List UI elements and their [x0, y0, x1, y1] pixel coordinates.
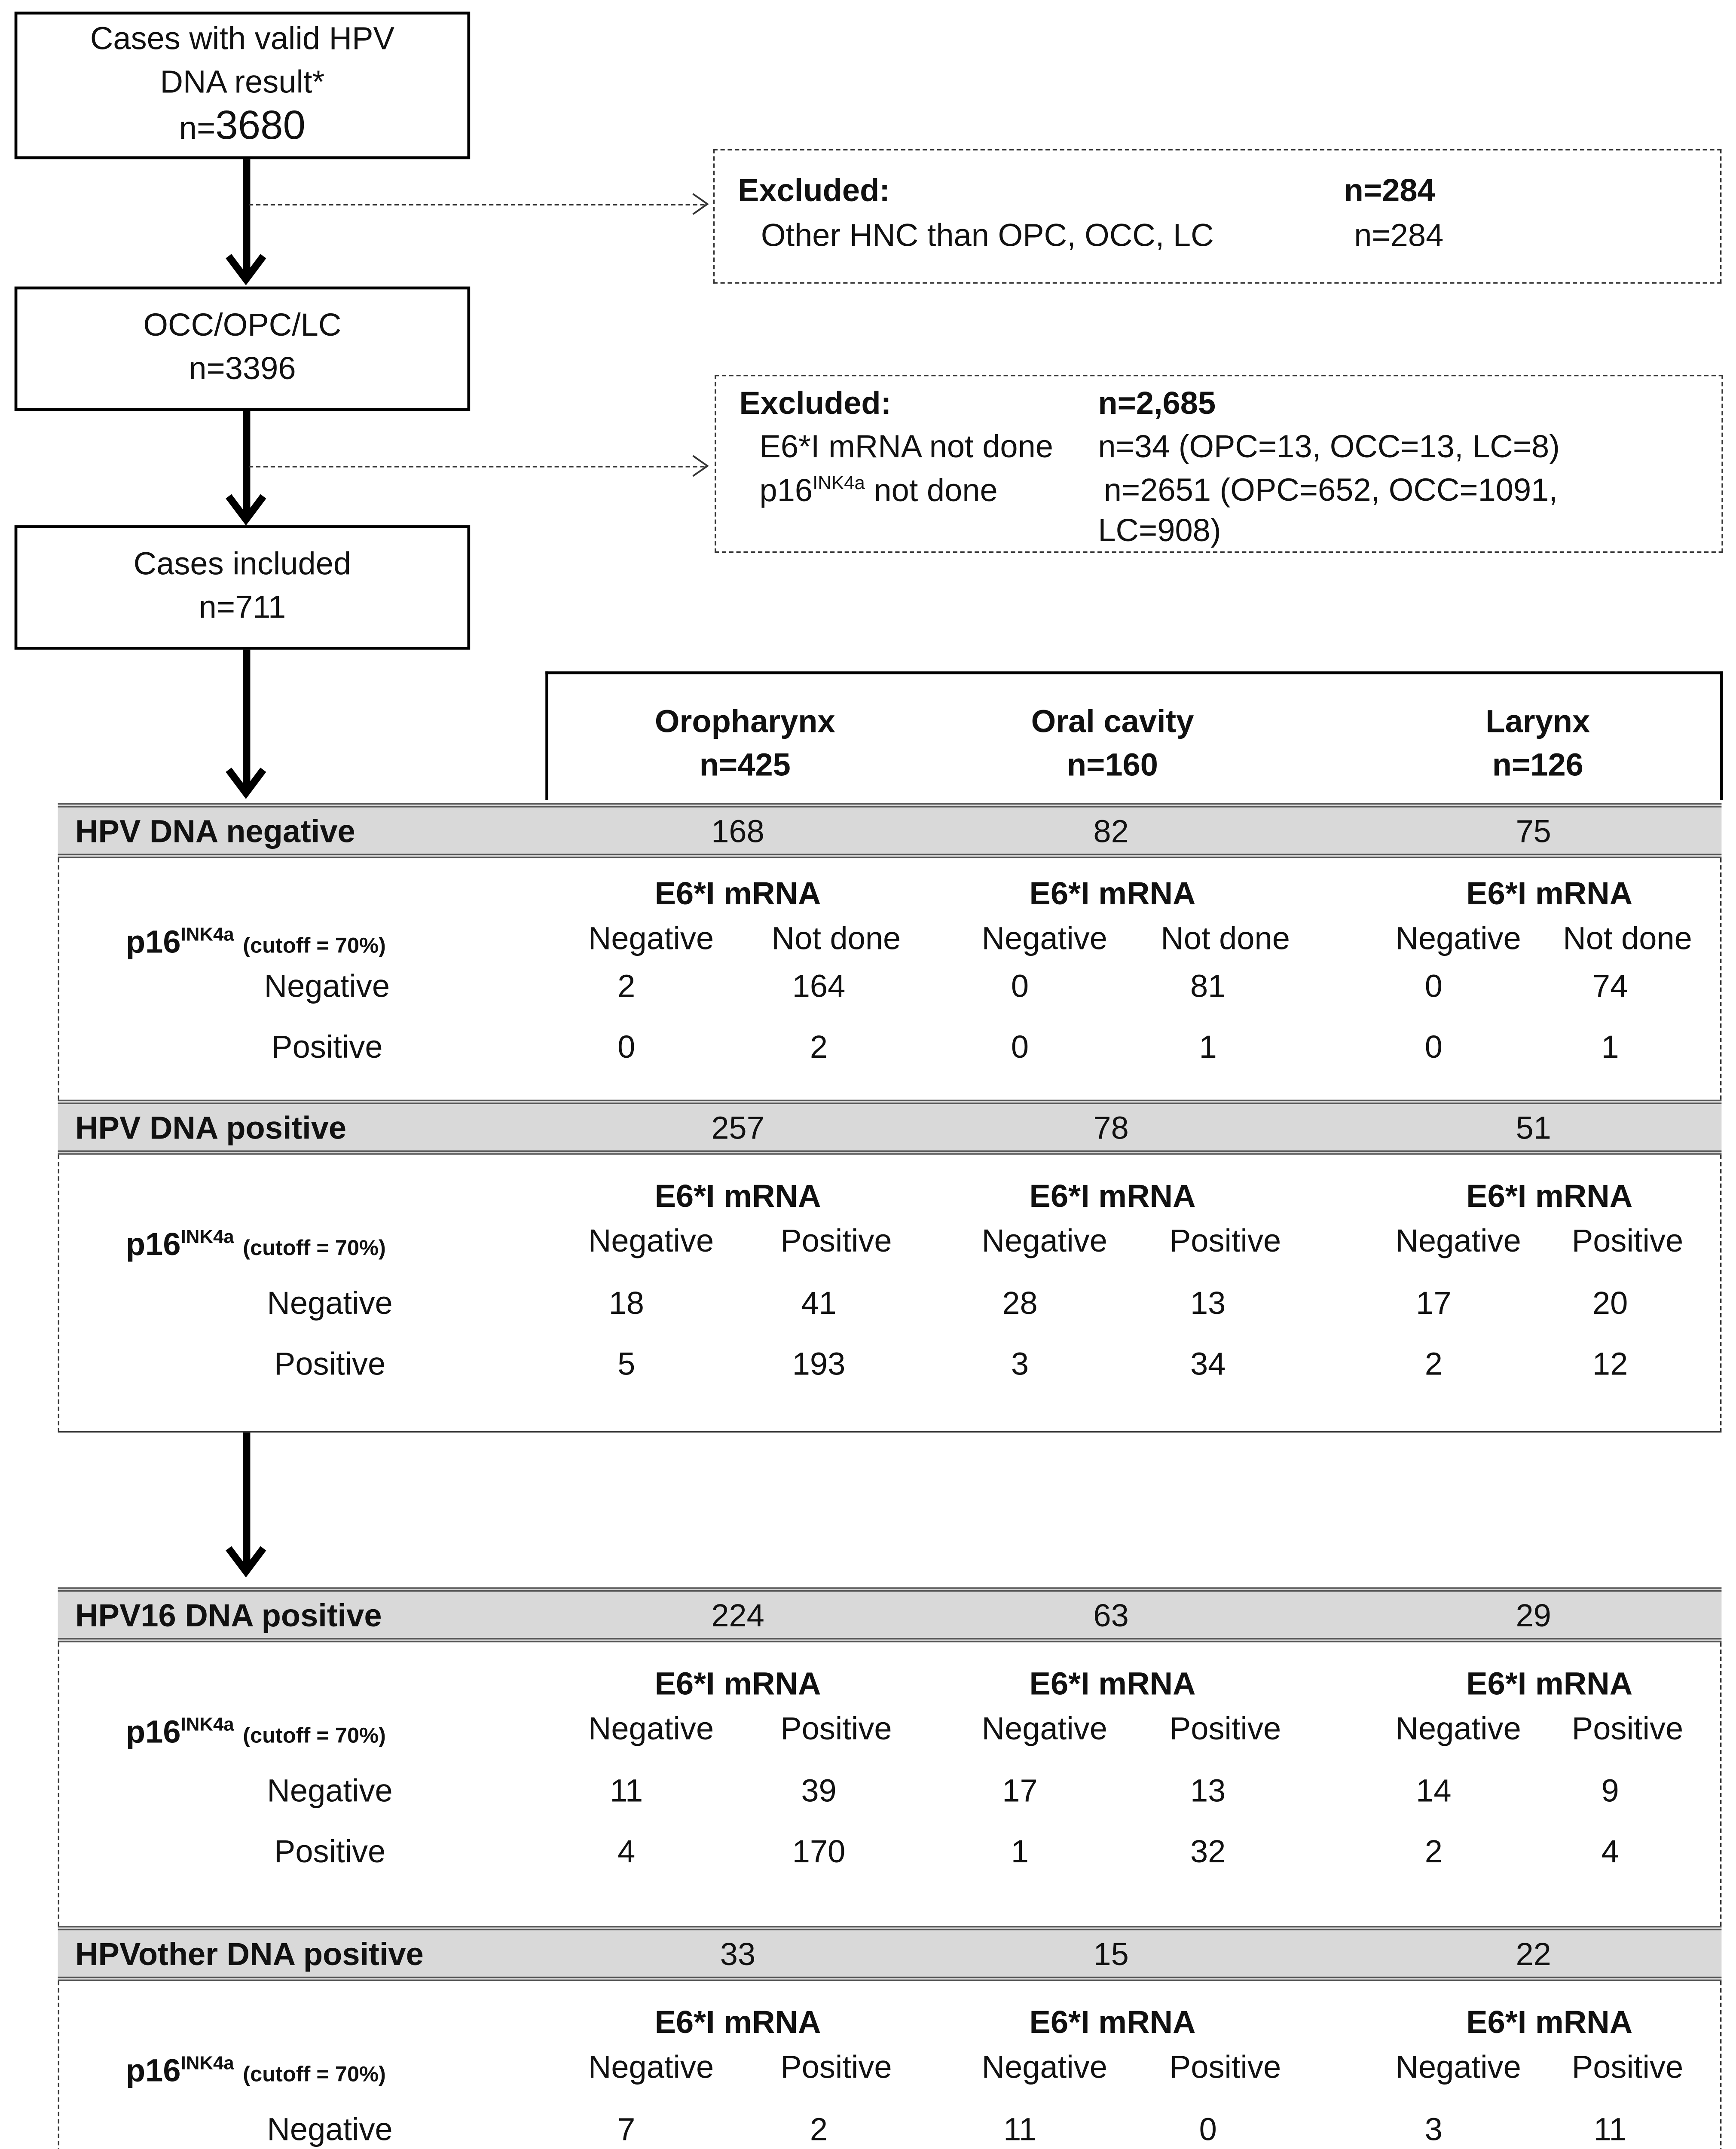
- arrow-2-head-icon: [226, 493, 269, 525]
- mrna-subheader: Not done: [1563, 920, 1692, 957]
- mrna-subheader: Negative: [1395, 1222, 1521, 1259]
- table-cell: 4: [617, 1833, 636, 1870]
- box2-line2: n=3396: [189, 350, 296, 386]
- excluded-box-1: [713, 149, 1722, 284]
- p16-cutoff: (cutoff = 70%): [243, 2062, 386, 2087]
- excluded2-row1-label: E6*I mRNA not done: [759, 428, 1054, 465]
- table-cell: 0: [1199, 2111, 1217, 2148]
- p16-text: p16: [125, 924, 181, 960]
- col-n: n=126: [1492, 747, 1583, 783]
- p16-sup: INK4a: [180, 923, 234, 945]
- mrna-subheader: Negative: [981, 920, 1107, 957]
- table-cell: 7: [617, 2111, 636, 2148]
- mrna-header: E6*I mRNA: [1466, 1665, 1633, 1702]
- mrna-subheader: Negative: [981, 1222, 1107, 1259]
- excluded2-total: n=2,685: [1098, 385, 1216, 421]
- section-body: [58, 1642, 1722, 1926]
- box1-n-prefix: n=: [179, 110, 216, 147]
- p16-row-label: Positive: [274, 1346, 386, 1382]
- excluded2-row1-value: n=34 (OPC=13, OCC=13, LC=8): [1098, 428, 1560, 465]
- table-cell: 81: [1190, 968, 1226, 1004]
- p16-label: [126, 1226, 386, 1264]
- table-cell: 32: [1190, 1833, 1226, 1870]
- section-total: 78: [1093, 1110, 1129, 1146]
- table-cell: 1: [1011, 1833, 1029, 1870]
- table-cell: 3: [1424, 2111, 1443, 2148]
- col-header-larynx: [1485, 700, 1590, 787]
- col-name: Oropharynx: [654, 703, 835, 740]
- section-total: 22: [1516, 1936, 1551, 1972]
- p16-row-label: Negative: [267, 1772, 393, 1809]
- mrna-subheader: Positive: [1169, 2049, 1281, 2085]
- excluded-box-2: [715, 375, 1723, 553]
- mrna-subheader: Not done: [1161, 920, 1290, 957]
- table-cell: 3: [1011, 1346, 1029, 1382]
- table-cell: 13: [1190, 1285, 1226, 1321]
- excluded1-row-value: n=284: [1354, 217, 1444, 254]
- box3-line1: Cases included: [133, 545, 351, 582]
- p16-label: [126, 2052, 386, 2090]
- box2-line1: OCC/OPC/LC: [143, 306, 342, 343]
- table-cell: 2: [617, 968, 636, 1004]
- table-cell: 0: [617, 1029, 636, 1065]
- section-body: [58, 858, 1722, 1099]
- mrna-subheader: Positive: [780, 2049, 892, 2085]
- table-cell: 9: [1601, 1772, 1619, 1809]
- section-label: HPV16 DNA positive: [75, 1597, 382, 1634]
- section-body: [58, 1981, 1722, 2149]
- mrna-subheader: Negative: [588, 920, 714, 957]
- p16-cutoff: (cutoff = 70%): [243, 934, 386, 958]
- mrna-header: E6*I mRNA: [654, 1665, 821, 1702]
- table-cell: 17: [1002, 1772, 1038, 1809]
- p16-row-label: Positive: [271, 1029, 383, 1065]
- p16-sup: INK4a: [180, 1713, 234, 1735]
- section-total: 51: [1516, 1110, 1551, 1146]
- table-cell: 170: [792, 1833, 846, 1870]
- not-done-text: not done: [865, 472, 998, 508]
- table-cell: 0: [1011, 1029, 1029, 1065]
- excluded1-title: Excluded:: [738, 172, 890, 208]
- table-cell: 74: [1592, 968, 1628, 1004]
- mrna-header: E6*I mRNA: [654, 1178, 821, 1214]
- mrna-header: E6*I mRNA: [1029, 875, 1196, 912]
- mrna-header: E6*I mRNA: [1029, 2004, 1196, 2041]
- table-cell: 2: [810, 2111, 828, 2148]
- mrna-header: E6*I mRNA: [1466, 1178, 1633, 1214]
- p16-text: p16: [125, 2052, 181, 2089]
- mrna-subheader: Negative: [588, 1222, 714, 1259]
- mrna-subheader: Positive: [1169, 1710, 1281, 1747]
- col-header-oropharynx: [655, 700, 835, 787]
- p16-text: p16: [759, 472, 813, 508]
- section-total: 75: [1516, 813, 1551, 850]
- mrna-subheader: Negative: [1395, 920, 1521, 957]
- mrna-subheader: Positive: [1571, 1222, 1684, 1259]
- p16-sup: INK4a: [180, 2051, 234, 2074]
- table-cell: 34: [1190, 1346, 1226, 1382]
- p16-row-label: Negative: [267, 2111, 393, 2148]
- arrow-1-head-icon: [226, 253, 269, 285]
- column-header-box: [545, 671, 1723, 800]
- p16-cutoff: (cutoff = 70%): [243, 1236, 386, 1261]
- table-cell: 4: [1601, 1833, 1619, 1870]
- table-cell: 1: [1199, 1029, 1217, 1065]
- mrna-subheader: Negative: [981, 2049, 1107, 2085]
- connector-2-arrow-icon: [691, 454, 712, 478]
- excluded1-row-label: Other HNC than OPC, OCC, LC: [761, 217, 1214, 254]
- connector-dash-1: [249, 204, 705, 205]
- section-total: 63: [1093, 1597, 1129, 1634]
- excluded2-row2-value: n=2651 (OPC=652, OCC=1091,: [1103, 471, 1558, 508]
- connector-1-arrow-icon: [691, 193, 712, 216]
- box1-line1: Cases with valid HPV: [90, 20, 394, 57]
- mrna-subheader: Positive: [1169, 1222, 1281, 1259]
- mrna-subheader: Positive: [780, 1710, 892, 1747]
- section-band: [58, 1100, 1722, 1155]
- mrna-header: E6*I mRNA: [1029, 1178, 1196, 1214]
- table-cell: 13: [1190, 1772, 1226, 1809]
- p16-cutoff: (cutoff = 70%): [243, 1723, 386, 1749]
- section-band: [58, 1587, 1722, 1642]
- excluded2-row2-label: [760, 472, 998, 510]
- mrna-header: E6*I mRNA: [654, 2004, 821, 2041]
- box1-n-value: 3680: [215, 103, 306, 148]
- arrow-3-head-icon: [226, 767, 269, 799]
- table-cell: 164: [792, 968, 846, 1004]
- table-cell: 11: [1003, 2111, 1036, 2148]
- p16-label: [126, 1713, 386, 1751]
- mrna-header: E6*I mRNA: [1029, 1665, 1196, 1702]
- mrna-subheader: Negative: [1395, 1710, 1521, 1747]
- mrna-subheader: Negative: [981, 1710, 1107, 1747]
- excluded1-total: n=284: [1344, 172, 1435, 208]
- section-label: HPV DNA positive: [75, 1110, 347, 1146]
- box-occ-opc-lc: [15, 287, 471, 411]
- table-cell: 0: [1424, 968, 1443, 1004]
- p16-sup: INK4a: [180, 1225, 234, 1248]
- p16-text: p16: [125, 1226, 181, 1262]
- col-name: Larynx: [1485, 703, 1590, 740]
- table-cell: 14: [1416, 1772, 1452, 1809]
- section-body: [58, 1155, 1722, 1433]
- col-name: Oral cavity: [1031, 703, 1194, 740]
- section-total: 82: [1093, 813, 1129, 850]
- table-cell: 28: [1002, 1285, 1038, 1321]
- table-cell: 12: [1592, 1346, 1628, 1382]
- col-header-oral-cavity: [1031, 700, 1194, 787]
- mrna-subheader: Positive: [1571, 2049, 1684, 2085]
- p16-text: p16: [125, 1714, 181, 1750]
- mrna-header: E6*I mRNA: [1466, 875, 1633, 912]
- box1-line2: DNA result*: [160, 64, 325, 100]
- col-n: n=160: [1067, 747, 1158, 783]
- mrna-subheader: Positive: [1571, 1710, 1684, 1747]
- mrna-subheader: Not done: [771, 920, 901, 957]
- table-cell: 1: [1601, 1029, 1619, 1065]
- table-cell: 2: [1424, 1833, 1443, 1870]
- section-label: HPV DNA negative: [75, 813, 355, 850]
- box1-count: [17, 104, 467, 150]
- table-cell: 0: [1011, 968, 1029, 1004]
- table-cell: 11: [610, 1772, 643, 1809]
- box-valid-hpv-cases: [15, 12, 471, 159]
- p16-row-label: Negative: [267, 1285, 393, 1321]
- section-total: 33: [720, 1936, 756, 1972]
- table-cell: 0: [1424, 1029, 1443, 1065]
- connector-dash-2: [249, 466, 705, 467]
- table-cell: 39: [801, 1772, 837, 1809]
- mrna-header: E6*I mRNA: [654, 875, 821, 912]
- table-cell: 2: [810, 1029, 828, 1065]
- table-cell: 2: [1424, 1346, 1443, 1382]
- p16-row-label: Positive: [274, 1833, 386, 1870]
- p16-label: [126, 923, 386, 961]
- section-total: 224: [711, 1597, 764, 1634]
- mrna-subheader: Negative: [588, 1710, 714, 1747]
- section-total: 257: [711, 1110, 764, 1146]
- table-cell: 5: [617, 1346, 636, 1382]
- table-cell: 20: [1592, 1285, 1628, 1321]
- mrna-header: E6*I mRNA: [1466, 2004, 1633, 2041]
- section-band: [58, 803, 1722, 858]
- p16-row-label: Negative: [264, 968, 390, 1004]
- table-cell: 18: [608, 1285, 644, 1321]
- section-total: 15: [1093, 1936, 1129, 1972]
- box-cases-included: [15, 525, 471, 650]
- col-n: n=425: [699, 747, 791, 783]
- p16-sup: INK4a: [813, 471, 865, 494]
- excluded2-row2-value-cont: LC=908): [1098, 512, 1221, 548]
- section-total: 168: [711, 813, 764, 850]
- table-cell: 11: [1593, 2111, 1627, 2148]
- table-cell: 193: [792, 1346, 846, 1382]
- excluded2-title: Excluded:: [739, 385, 892, 421]
- mrna-subheader: Negative: [1395, 2049, 1521, 2085]
- arrow-4-head-icon: [226, 1546, 269, 1577]
- box3-line2: n=711: [199, 589, 286, 625]
- section-label: HPVother DNA positive: [75, 1936, 424, 1972]
- section-band: [58, 1926, 1722, 1981]
- table-cell: 17: [1416, 1285, 1452, 1321]
- table-cell: 41: [801, 1285, 837, 1321]
- section-total: 29: [1516, 1597, 1551, 1634]
- mrna-subheader: Negative: [588, 2049, 714, 2085]
- mrna-subheader: Positive: [780, 1222, 892, 1259]
